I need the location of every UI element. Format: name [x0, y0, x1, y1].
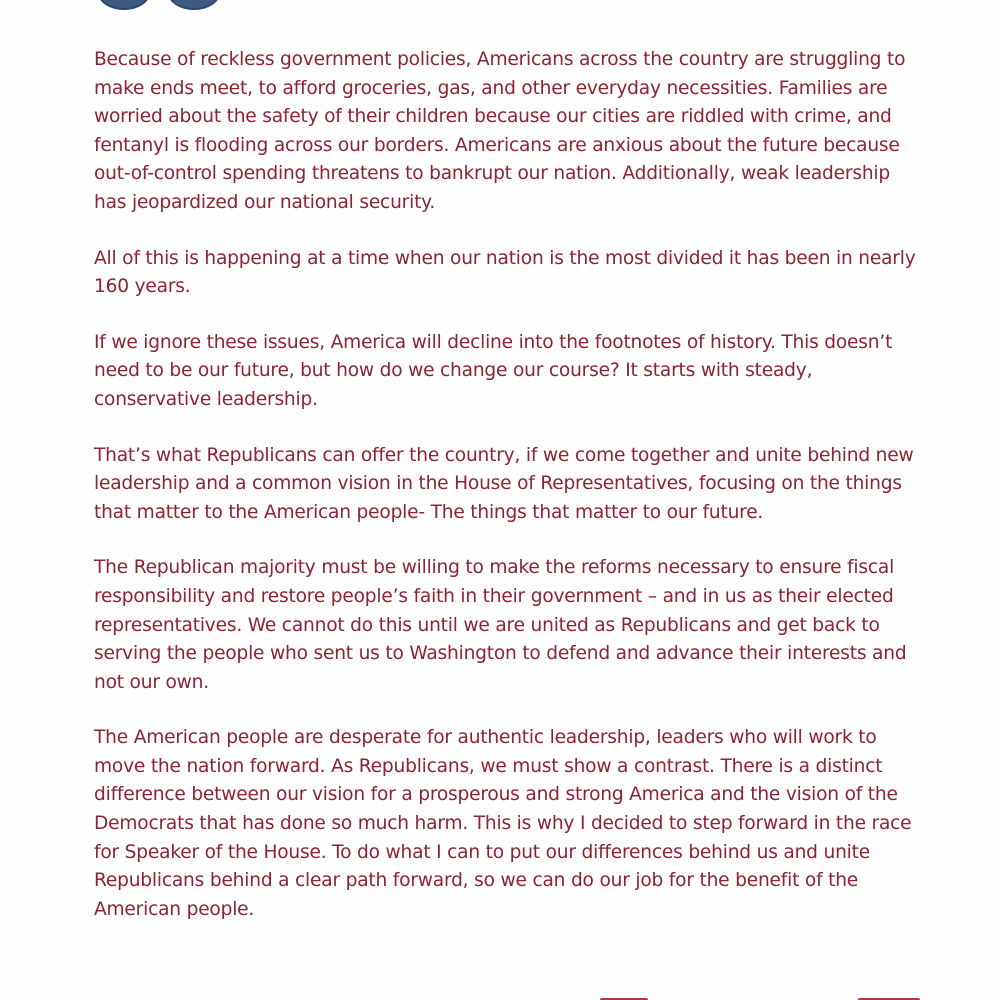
paragraph-1: Because of reckless government policies, Americans across the country are struggling to make ends meet, to afford groceries, gas, and other everyday necessities. Families are worried about the safety of their children because our cities are riddled with crime, and fentanyl is flooding across our borders. Americans are anxious about the future because out-of-control spending threatens to bankrupt our nation. Additionally, weak leadership has jeopardized our national security.	[94, 49, 906, 213]
paragraph-3: If we ignore these issues, America will decline into the footnotes of history. This doesn’t need to be our future, but how do we change our course? It starts with steady, conservative leadership.	[94, 331, 893, 410]
paragraph-5: The Republican majority must be willing to make the reforms necessary to ensure fiscal responsibility and restore people’s faith in their government – and in us as their elected representatives. We cannot do this until we are united as Republicans and get back to serving the people who sent us to Washington to defend and advance their interests and not our own.	[94, 557, 907, 693]
signature-strip	[600, 996, 920, 1000]
letter-body	[94, 46, 920, 951]
circle-logo-icon	[168, 0, 220, 10]
paragraph-2: All of this is happening at a time when our nation is the most divided it has been in nearly 160 years.	[94, 247, 916, 298]
circle-logo-icon	[98, 0, 150, 10]
paragraph-4: That’s what Republicans can offer the country, if we come together and unite behind new leadership and a common vision in the House of Representatives, focusing on the things that matter to the American people- The things that matter to our future.	[94, 444, 914, 523]
logo-group	[98, 0, 220, 6]
paragraph-6: The American people are desperate for authentic leadership, leaders who will work to move the nation forward. As Republicans, we must show a contrast. There is a distinct difference between our vision for a prosperous and strong America and the vision of the Democrats that has done so much harm. This is why I decided to step forward in the race for Speaker of the House. To do what I can to put our differences behind us and unite Republicans behind a clear path forward, so we can do our job for the benefit of the American people.	[94, 727, 912, 920]
